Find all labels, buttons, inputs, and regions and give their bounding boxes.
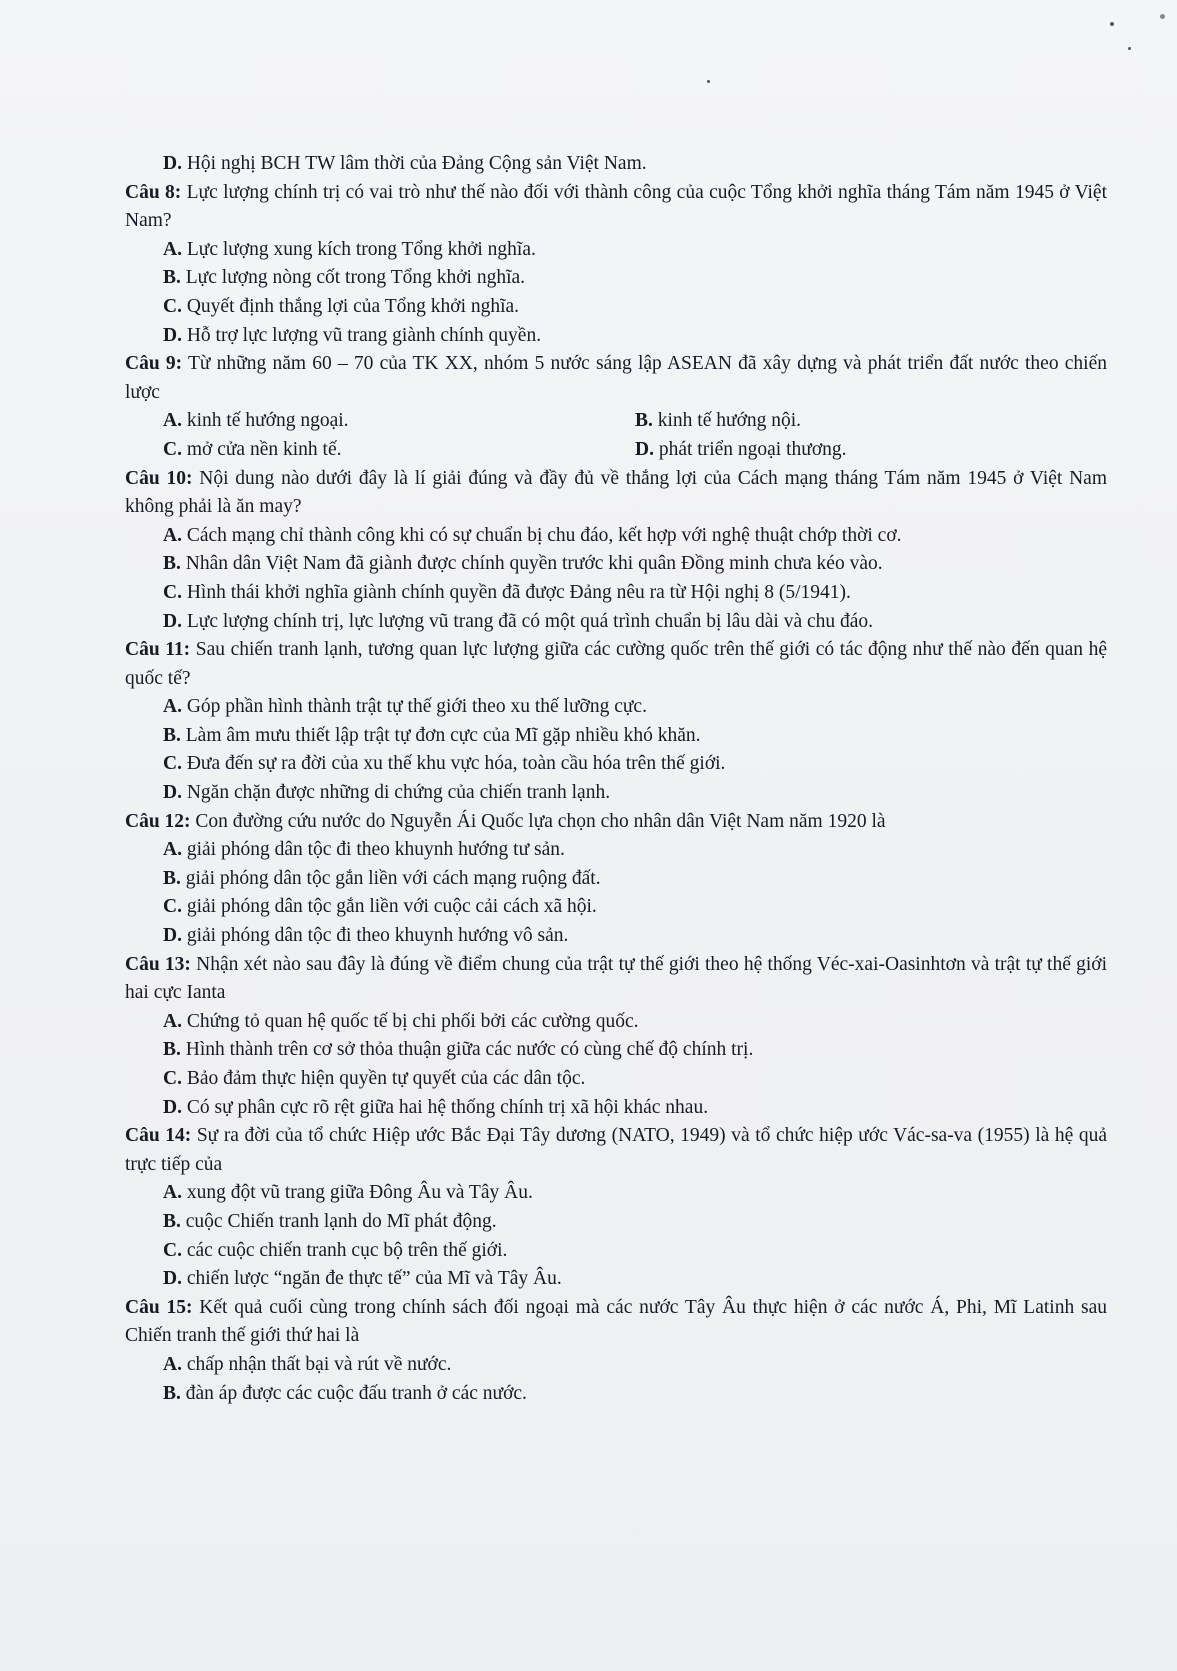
option-9a [163, 407, 635, 436]
option-label: C. [163, 1239, 182, 1261]
question-label: Câu 10: [125, 467, 193, 489]
option-15b [125, 1380, 1107, 1409]
option-text: xung đột vũ trang giữa Đông Âu và Tây Âu. [186, 1182, 533, 1204]
option-text: Ngăn chặn được những di chứng của chiến tranh lạnh. [186, 782, 611, 804]
option-label: B. [163, 1210, 181, 1232]
option-12c [125, 893, 1107, 922]
option-prev-d [125, 150, 1107, 179]
option-text: giải phóng dân tộc đi theo khuynh hướng tư sản. [186, 839, 565, 861]
option-label: B. [163, 1039, 181, 1061]
option-label: B. [163, 1382, 181, 1404]
option-label: C. [163, 1068, 182, 1089]
option-text: Cách mạng chỉ thành công khi có sự chuẩn bị chu đáo, kết hợp với nghệ thuật chớp thời cơ. [186, 524, 902, 546]
question-text: Nội dung nào dưới đây là lí giải đúng và đầy đủ về thắng lợi của Cách mạng tháng Tám năm 1945 ở Việt Nam không phải là ăn may? [125, 467, 1108, 518]
option-text: chấp nhận thất bại và rút về nước. [186, 1353, 452, 1375]
option-label: B. [635, 410, 653, 432]
option-label: A. [163, 238, 182, 260]
option-12a [125, 836, 1107, 865]
option-text: Có sự phân cực rõ rệt giữa hai hệ thống chính trị xã hội khác nhau. [186, 1096, 709, 1118]
option-14a [125, 1179, 1107, 1208]
question-text: Từ những năm 60 – 70 của TK XX, nhóm 5 nước sáng lập ASEAN đã xây dựng và phát triển đất nước theo chiến lược [125, 353, 1108, 403]
question-14 [125, 1122, 1107, 1179]
option-text: Bảo đảm thực hiện quyền tự quyết của các dân tộc. [186, 1068, 586, 1089]
option-label: A. [163, 1353, 182, 1375]
option-text: kinh tế hướng ngoại. [186, 410, 349, 432]
option-text: Quyết định thắng lợi của Tổng khởi nghĩa. [186, 295, 520, 317]
option-11d [125, 779, 1107, 808]
question-text: Con đường cứu nước do Nguyễn Ái Quốc lựa chọn cho nhân dân Việt Nam năm 1920 là [195, 810, 886, 832]
option-text: giải phóng dân tộc đi theo khuynh hướng vô sản. [186, 925, 569, 947]
option-label: A. [163, 410, 182, 432]
option-label: A. [163, 1182, 182, 1204]
option-10d [125, 608, 1107, 637]
question-11 [125, 636, 1107, 693]
question-15 [125, 1294, 1107, 1351]
question-8 [125, 179, 1107, 236]
option-label: C. [163, 438, 182, 460]
option-text: các cuộc chiến tranh cục bộ trên thế giới. [186, 1239, 508, 1261]
option-14c [125, 1237, 1107, 1266]
option-text: Hội nghị BCH TW lâm thời của Đảng Cộng sản Việt Nam. [186, 153, 647, 174]
option-13b [125, 1036, 1107, 1065]
option-15a [125, 1351, 1107, 1380]
option-text: Đưa đến sự ra đời của xu thế khu vực hóa, toàn cầu hóa trên thế giới. [186, 753, 726, 775]
question-label: Câu 13: [125, 953, 191, 975]
option-14b [125, 1208, 1107, 1237]
option-text: giải phóng dân tộc gắn liền với cuộc cải cách xã hội. [186, 896, 597, 918]
scan-speck [707, 80, 710, 83]
option-text: Lực lượng chính trị, lực lượng vũ trang đã có một quá trình chuẩn bị lâu dài và chu đáo. [186, 610, 874, 632]
option-9b [635, 407, 1107, 436]
option-label: D. [163, 1268, 182, 1290]
option-14d [125, 1265, 1107, 1294]
question-12 [125, 808, 1107, 837]
option-10b [125, 550, 1107, 579]
option-label: A. [163, 1010, 182, 1032]
option-text: Làm âm mưu thiết lập trật tự đơn cực của Mĩ gặp nhiều khó khăn. [185, 724, 701, 746]
option-label: C. [163, 295, 182, 317]
option-8c [125, 293, 1107, 322]
option-13c [125, 1065, 1107, 1094]
option-text: Góp phần hình thành trật tự thế giới theo xu thế lưỡng cực. [186, 696, 647, 718]
option-text: đàn áp được các cuộc đấu tranh ở các nước. [185, 1382, 527, 1404]
option-text: kinh tế hướng nội. [657, 410, 802, 432]
option-11b [125, 722, 1107, 751]
option-row-9ab [125, 407, 1107, 436]
option-8a [125, 236, 1107, 265]
question-13 [125, 951, 1107, 1008]
option-9c [163, 436, 635, 465]
option-label: B. [163, 867, 181, 889]
option-label: A. [163, 524, 182, 546]
scan-speck [1128, 47, 1131, 50]
option-label: A. [163, 696, 182, 718]
question-label: Câu 9: [125, 353, 183, 375]
option-label: A. [163, 839, 182, 861]
option-text: mở cửa nền kinh tế. [186, 438, 342, 460]
option-row-9cd [125, 436, 1107, 465]
option-10c [125, 579, 1107, 608]
option-8d [125, 322, 1107, 351]
option-13a [125, 1008, 1107, 1037]
option-label: C. [163, 753, 182, 775]
option-text: Hình thành trên cơ sở thỏa thuận giữa các nước có cùng chế độ chính trị. [185, 1039, 754, 1061]
option-label: D. [163, 1096, 182, 1118]
option-label: B. [163, 267, 181, 289]
question-label: Câu 8: [125, 181, 182, 203]
option-text: Chứng tỏ quan hệ quốc tế bị chi phối bởi các cường quốc. [186, 1010, 639, 1032]
question-label: Câu 11: [125, 639, 191, 661]
question-text: Nhận xét nào sau đây là đúng về điểm chung của trật tự thế giới theo hệ thống Véc-xai-Oasinhtơn và trật tự thế giới hai cực Ianta [125, 953, 1108, 1004]
option-label: D. [163, 153, 182, 174]
option-9d [635, 436, 1107, 465]
option-label: D. [163, 610, 182, 632]
option-label: D. [635, 438, 654, 460]
option-text: cuộc Chiến tranh lạnh do Mĩ phát động. [185, 1210, 497, 1232]
option-text: giải phóng dân tộc gắn liền với cách mạng ruộng đất. [185, 867, 601, 889]
option-text: chiến lược “ngăn đe thực tế” của Mĩ và Tây Âu. [186, 1268, 562, 1290]
option-text: Lực lượng xung kích trong Tổng khởi nghĩa. [186, 238, 536, 260]
question-label: Câu 14: [125, 1125, 192, 1147]
scan-speck [1160, 14, 1165, 19]
option-label: D. [163, 324, 182, 346]
option-10a [125, 522, 1107, 551]
option-label: C. [163, 581, 182, 603]
question-text: Kết quả cuối cùng trong chính sách đối ngoại mà các nước Tây Âu thực hiện ở các nước Á, Phi, Mĩ Latinh sau Chiến tranh thế giới thứ hai là [125, 1296, 1107, 1347]
scan-speck [1110, 22, 1114, 26]
option-label: B. [163, 553, 181, 575]
option-label: B. [163, 724, 181, 746]
option-12d [125, 922, 1107, 951]
question-text: Sự ra đời của tổ chức Hiệp ước Bắc Đại Tây dương (NATO, 1949) và tổ chức hiệp ước Vác-sa-va (1955) là hệ quả trực tiếp của [125, 1125, 1107, 1175]
option-label: C. [163, 896, 182, 918]
question-10 [125, 465, 1107, 522]
option-label: D. [163, 925, 182, 947]
question-label: Câu 15: [125, 1296, 193, 1318]
option-11c [125, 750, 1107, 779]
option-text: Hình thái khởi nghĩa giành chính quyền đã được Đảng nêu ra từ Hội nghị 8 (5/1941). [186, 581, 851, 603]
option-13d [125, 1094, 1107, 1123]
question-9 [125, 350, 1107, 407]
question-text: Sau chiến tranh lạnh, tương quan lực lượng giữa các cường quốc trên thế giới có tác động như thế nào đến quan hệ quốc tế? [125, 639, 1107, 689]
option-text: Lực lượng nòng cốt trong Tổng khởi nghĩa. [185, 267, 526, 289]
exam-content [125, 150, 1107, 1408]
option-8b [125, 264, 1107, 293]
question-label: Câu 12: [125, 810, 191, 832]
option-label: D. [163, 782, 182, 804]
option-text: Nhân dân Việt Nam đã giành được chính quyền trước khi quân Đồng minh chưa kéo vào. [185, 553, 883, 575]
option-text: Hỗ trợ lực lượng vũ trang giành chính quyền. [186, 324, 542, 346]
question-text: Lực lượng chính trị có vai trò như thế nào đối với thành công của cuộc Tổng khởi nghĩa tháng Tám năm 1945 ở Việt Nam? [125, 181, 1108, 232]
option-11a [125, 693, 1107, 722]
option-12b [125, 865, 1107, 894]
option-text: phát triển ngoại thương. [658, 438, 847, 460]
